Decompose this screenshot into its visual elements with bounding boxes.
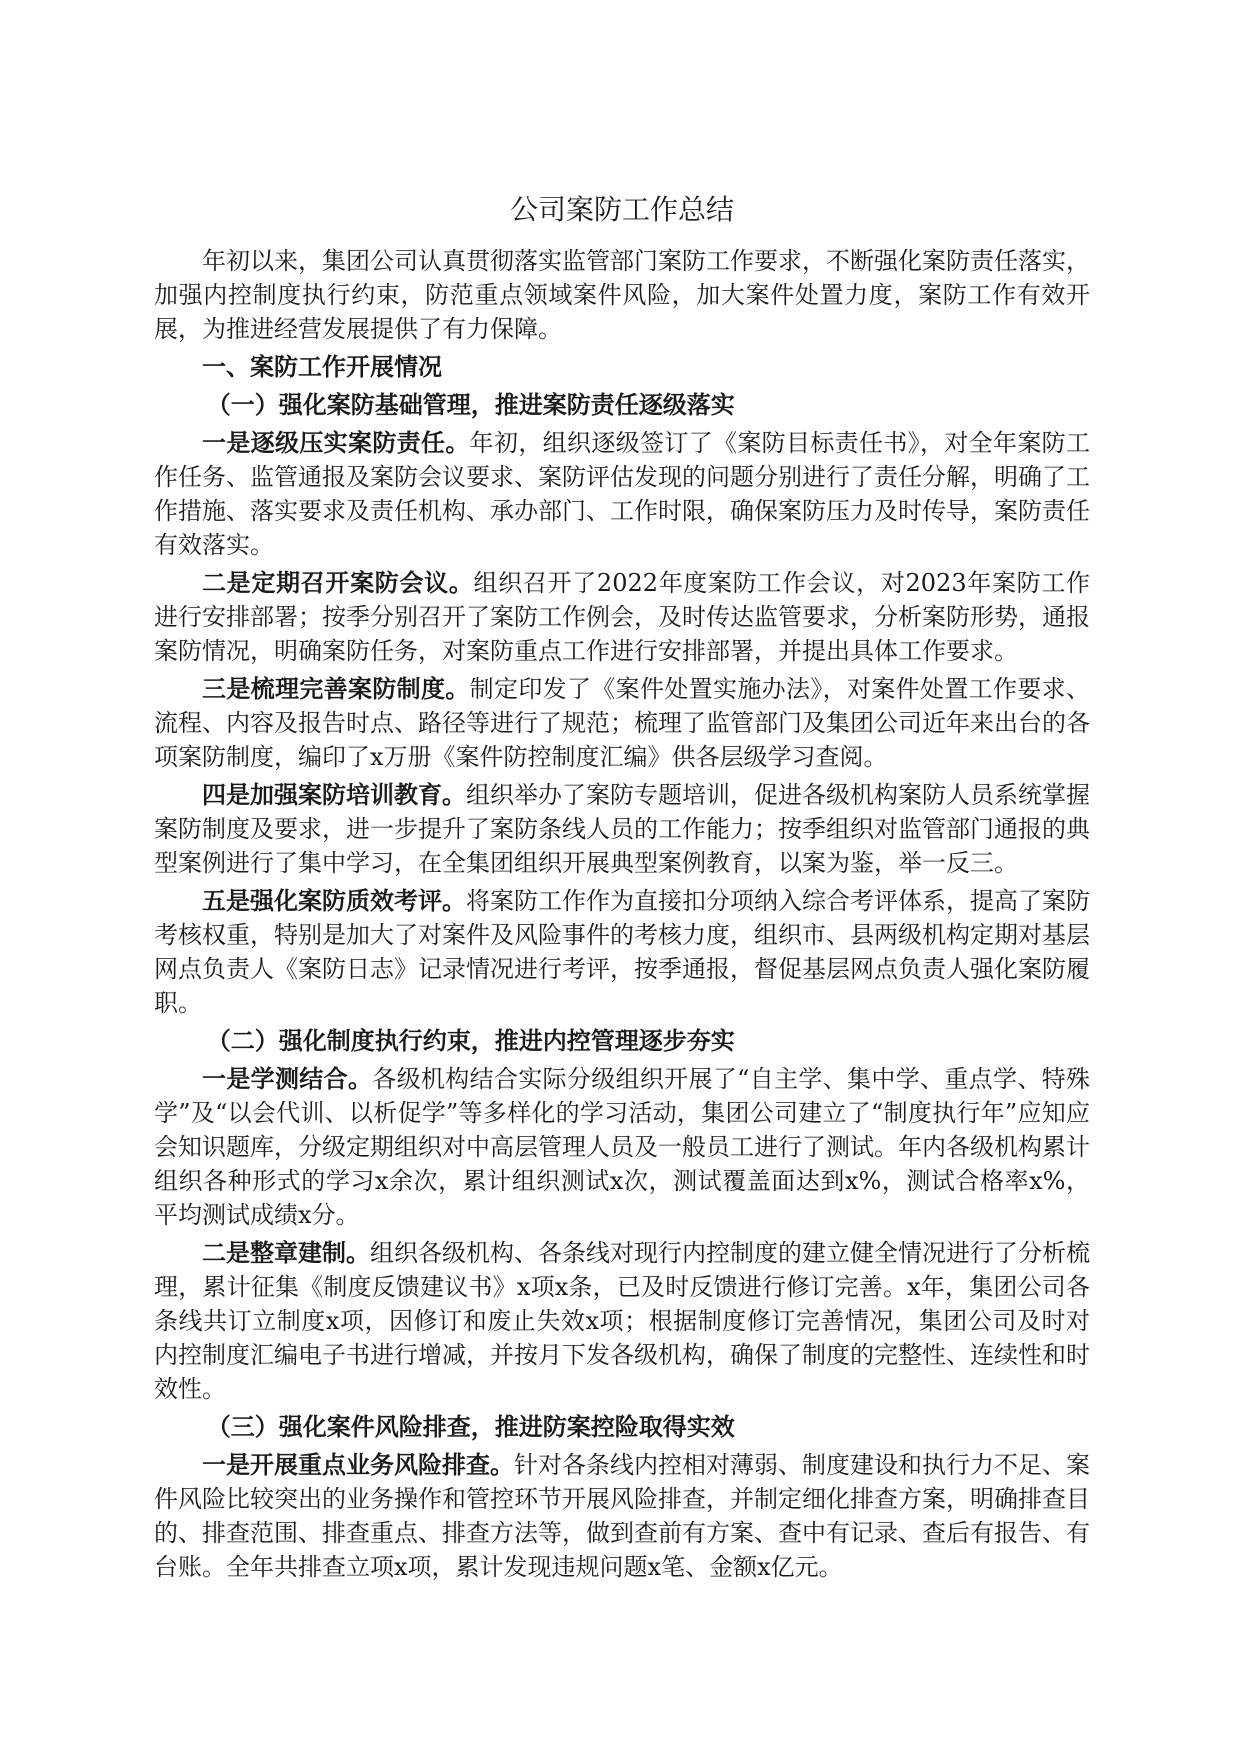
paragraph-lead: 一是逐级压实案防责任。 — [202, 428, 470, 457]
paragraph-lead: 三是梳理完善案防制度。 — [202, 674, 470, 703]
paragraph-lead: 一是学测结合。 — [202, 1064, 373, 1093]
paragraph-text: 组织举办了案防专题培训，促进各级机构案防人员系统掌握案防制度及要求，进一步提升了案防条线人员的工作能力；按季组织对监管部门通报的典型案例进行了集中学习，在全集团组织开展典型案例教育，以案为鉴，举一反三。 — [154, 781, 1090, 877]
paragraph-2-2 — [154, 1236, 1090, 1406]
paragraph-lead: 一是开展重点业务风险排查。 — [202, 1450, 514, 1479]
paragraph-1-4 — [154, 778, 1090, 880]
document-title: 公司案防工作总结 — [509, 193, 734, 226]
section-heading-1: 一、案防工作开展情况 — [202, 352, 442, 381]
paragraph-lead: 四是加强案防培训教育。 — [202, 780, 466, 809]
paragraph-3-1 — [154, 1448, 1090, 1584]
paragraph-1-5 — [154, 884, 1090, 1020]
subsection-heading-3: （三）强化案件风险排查，推进防案控险取得实效 — [206, 1412, 735, 1441]
paragraph-lead: 二是整章建制。 — [202, 1238, 370, 1267]
paragraph-text: 针对各条线内控相对薄弱、制度建设和执行力不足、案件风险比较突出的业务操作和管控环节开展风险排查，并制定细化排查方案，明确排查目的、排查范围、排查重点、排查方法等，做到查前有方案、查中有记录、查后有报告、有台账。全年共排查立项x项，累计发现违规问题x笔、金额x亿元。 — [154, 1451, 1090, 1581]
paragraph-1-2 — [154, 566, 1090, 668]
paragraph-text: 各级机构结合实际分级组织开展了“自主学、集中学、重点学、特殊学”及“以会代训、以析促学”等多样化的学习活动，集团公司建立了“制度执行年”应知应会知识题库，分级定期组织对中高层管理人员及一般员工进行了测试。年内各级机构累计组织各种形式的学习x余次，累计组织测试x次，测试覆盖面达到x%，测试合格率x%，平均测试成绩x分。 — [154, 1065, 1090, 1229]
paragraph-text: 组织召开了2022年度案防工作会议，对2023年案防工作进行安排部署；按季分别召开了案防工作例会，及时传达监管要求，分析案防形势，通报案防情况，明确案防任务，对案防重点工作进行安排部署，并提出具体工作要求。 — [154, 569, 1091, 665]
paragraph-text: 制定印发了《案件处置实施办法》，对案件处置工作要求、流程、内容及报告时点、路径等进行了规范；梳理了监管部门及集团公司近年来出台的各项案防制度，编印了x万册《案件防控制度汇编》供各层级学习查阅。 — [154, 675, 1091, 771]
paragraph-text: 组织各级机构、各条线对现行内控制度的建立健全情况进行了分析梳理，累计征集《制度反馈建议书》x项x条，已及时反馈进行修订完善。x年，集团公司各条线共订立制度x项，因修订和废止失效x项；根据制度修订完善情况，集团公司及时对内控制度汇编电子书进行增减，并按月下发各级机构，确保了制度的完整性、连续性和时效性。 — [154, 1239, 1090, 1403]
paragraph-lead: 二是定期召开案防会议。 — [202, 568, 474, 597]
paragraph-lead: 五是强化案防质效考评。 — [202, 886, 466, 915]
paragraph-2-1 — [154, 1062, 1090, 1232]
paragraph-text: 将案防工作作为直接扣分项纳入综合考评体系，提高了案防考核权重，特别是加大了对案件及风险事件的考核力度，组织市、县两级机构定期对基层网点负责人《案防日志》记录情况进行考评，按季通报，督促基层网点负责人强化案防履职。 — [154, 887, 1090, 1017]
intro-paragraph: 年初以来，集团公司认真贯彻落实监管部门案防工作要求，不断强化案防责任落实，加强内控制度执行约束，防范重点领域案件风险，加大案件处置力度，案防工作有效开展，为推进经营发展提供了有力保障。 — [154, 247, 1090, 343]
document-page — [154, 190, 1090, 1588]
subsection-heading-1: （一）强化案防基础管理，推进案防责任逐级落实 — [206, 390, 735, 419]
subsection-heading-2: （二）强化制度执行约束，推进内控管理逐步夯实 — [206, 1026, 735, 1055]
paragraph-1-3 — [154, 672, 1090, 774]
paragraph-1-1 — [154, 426, 1090, 562]
paragraph-text: 年初，组织逐级签订了《案防目标责任书》，对全年案防工作任务、监管通报及案防会议要求、案防评估发现的问题分别进行了责任分解，明确了工作措施、落实要求及责任机构、承办部门、工作时限，确保案防压力及时传导，案防责任有效落实。 — [154, 429, 1091, 559]
